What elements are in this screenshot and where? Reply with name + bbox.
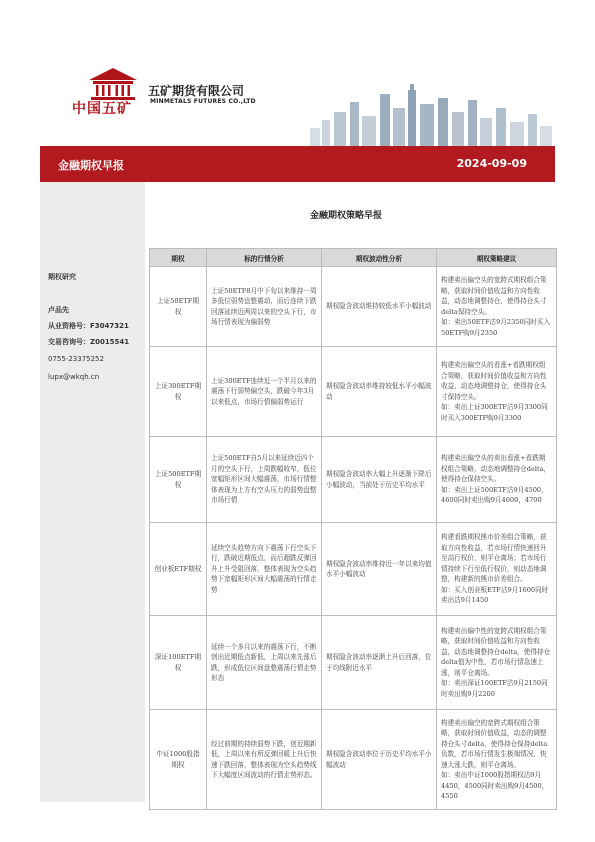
option-name: 上证50ETF期权: [150, 267, 207, 347]
market-analysis: 上证50ETF8月中下旬以来维持一周多低位弱势盘整震动，而后连续下跌回落延续近两周以来的空头下行，市场行情表现为偏弱势: [207, 267, 322, 347]
email-link[interactable]: lupx@wkqh.cn: [48, 373, 100, 381]
volatility-analysis: 期权隐含波动率维持较低水平小幅波动: [322, 347, 437, 437]
header-strategy: 期权策略建议: [437, 249, 557, 267]
volatility-analysis: 期权隐含波动率大幅上升逐渐下降后小幅波动，当前处于历史平均水平: [322, 437, 437, 523]
table-row: [150, 267, 557, 347]
option-name: 深证100ETF期权: [150, 616, 207, 710]
city-skyline-image: [300, 82, 555, 146]
volatility-analysis: 期权隐含波动率维持近一年以来均值水平小幅波动: [322, 523, 437, 616]
table-header-row: [150, 249, 557, 267]
analyst-name: 卢品先: [48, 306, 69, 314]
strategy-suggestion: 构建卖出偏中性的宽跨式期权组合策略，获取时间价值收益和方向性收益，动态地调整持仓delta，使得持仓delta值为中性，若市场行情急速上涨，则平仓离场。 如：卖出深证100ETF沽9月2150同时卖出购9月2200: [437, 616, 557, 710]
company-logo-icon: [85, 66, 141, 100]
strategy-table: [149, 248, 557, 810]
table-row: [150, 437, 557, 523]
option-name: 创业板ETF期权: [150, 523, 207, 616]
market-analysis: 延续一个多月以来的震荡下行，不断创出近期低点新低，上周以来先涨后跌，形成低位区间盘整震荡行情走势形态: [207, 616, 322, 710]
table-row: [150, 616, 557, 710]
strategy-suggestion: 构建卖出偏空头的宽跨式期权组合策略，获取时间价值收益和方向性收益，动态地调整持仓，使得持仓头寸delta保持空头。 如：卖出50ETF沽9月2350同时买入50ETF购9月2350: [437, 267, 557, 347]
table-row: [150, 523, 557, 616]
market-analysis: 上证300ETF连续近一个半月以来的震荡下行弱势偏空头，跌破今年3月以来低点，市场行情偏弱势运行: [207, 347, 322, 437]
qualification-number: 从业资格号：F3047321: [48, 322, 129, 330]
option-name: 中证1000股指期权: [150, 710, 207, 810]
strategy-suggestion: 构建卖出偏空头的看涨+看跌期权组合策略，获取时间价值收益和方向性收益，动态地调整持仓，使得持仓头寸保持空头。 如：卖出上证300ETF沽9月3300同时买入300ETF购9月3300: [437, 347, 557, 437]
strategy-suggestion: 构建卖出偏空的宽跨式期权组合策略，获取时间价值收益，动态的调整持仓头寸delta，使得持仓保持delta负数，若市场行情发生极端情况，快速大涨大跌，则平仓离场。 如：卖出中证1000股指期权沽9月4450，4500同时卖出购9月4500，4550: [437, 710, 557, 810]
company-name-en: MINMETALS FUTURES CO.,LTD: [150, 98, 256, 105]
table-row: [150, 347, 557, 437]
sidebar-section-title: 期权研究: [48, 273, 76, 281]
report-title: 金融期权早报: [58, 159, 124, 172]
strategy-suggestion: 构建卖出偏空头的卖出看涨+看跌期权组合策略，动态地调整持仓delta，使得持仓保持空头。 如：卖出上证500ETF沽9月4500，4600同时卖出购9月4600，4700: [437, 437, 557, 523]
market-analysis: 经过前期的持续弱势下跌，创近期新低，上周以来有所反弹回暖上升后快速下跌回落，整体表现为空头趋势线下大幅度区间波动的行情走势形态。: [207, 710, 322, 810]
consult-number: 交易咨询号：Z0015541: [48, 338, 130, 346]
header-market: 标的行情分析: [207, 249, 322, 267]
header-volatility: 期权波动性分析: [322, 249, 437, 267]
volatility-analysis: 期权隐含波动率位于历史平均水平小幅波动: [322, 710, 437, 810]
strategy-suggestion: 构建看跌期权熊市价差组合策略，获取方向性收益，若市场行情快速回升至高行权价，则平仓离场；若市场行情持续下行至低行权价，则动态地调整，构建新的熊市价差组合。 如：买入创业板ETF沽9月1600同时卖出沽9月1450: [437, 523, 557, 616]
option-name: 上证300ETF期权: [150, 347, 207, 437]
phone-number: 0755-23375252: [48, 355, 104, 363]
company-name-cn: 五矿期货有限公司: [148, 84, 245, 98]
document-title: 金融期权策略早报: [310, 211, 383, 221]
volatility-analysis: 期权隐含波动维持较低水平小幅波动: [322, 267, 437, 347]
report-date: 2024-09-09: [456, 157, 527, 170]
volatility-analysis: 期权隐含波动率逐渐上升后回落，位于均线附近水平: [322, 616, 437, 710]
header-option: 期权: [150, 249, 207, 267]
market-analysis: 延续空头趋势方向下震荡下行空头下行，跌破近期低点，而后超跌反弹回升上升受阻回落，整体表现为空头趋势下宽幅矩形区间大幅震荡的行情走势: [207, 523, 322, 616]
option-name: 上证500ETF期权: [150, 437, 207, 523]
table-row: [150, 710, 557, 810]
logo-text-cn: 中国五矿: [72, 101, 132, 117]
market-analysis: 上证500ETF自5月以来延续近四个月的空头下行，上周跌幅收窄，低位宽幅矩形区间大幅震荡，市场行情整体表现为上方有空头压力的弱势盘整市场行情: [207, 437, 322, 523]
